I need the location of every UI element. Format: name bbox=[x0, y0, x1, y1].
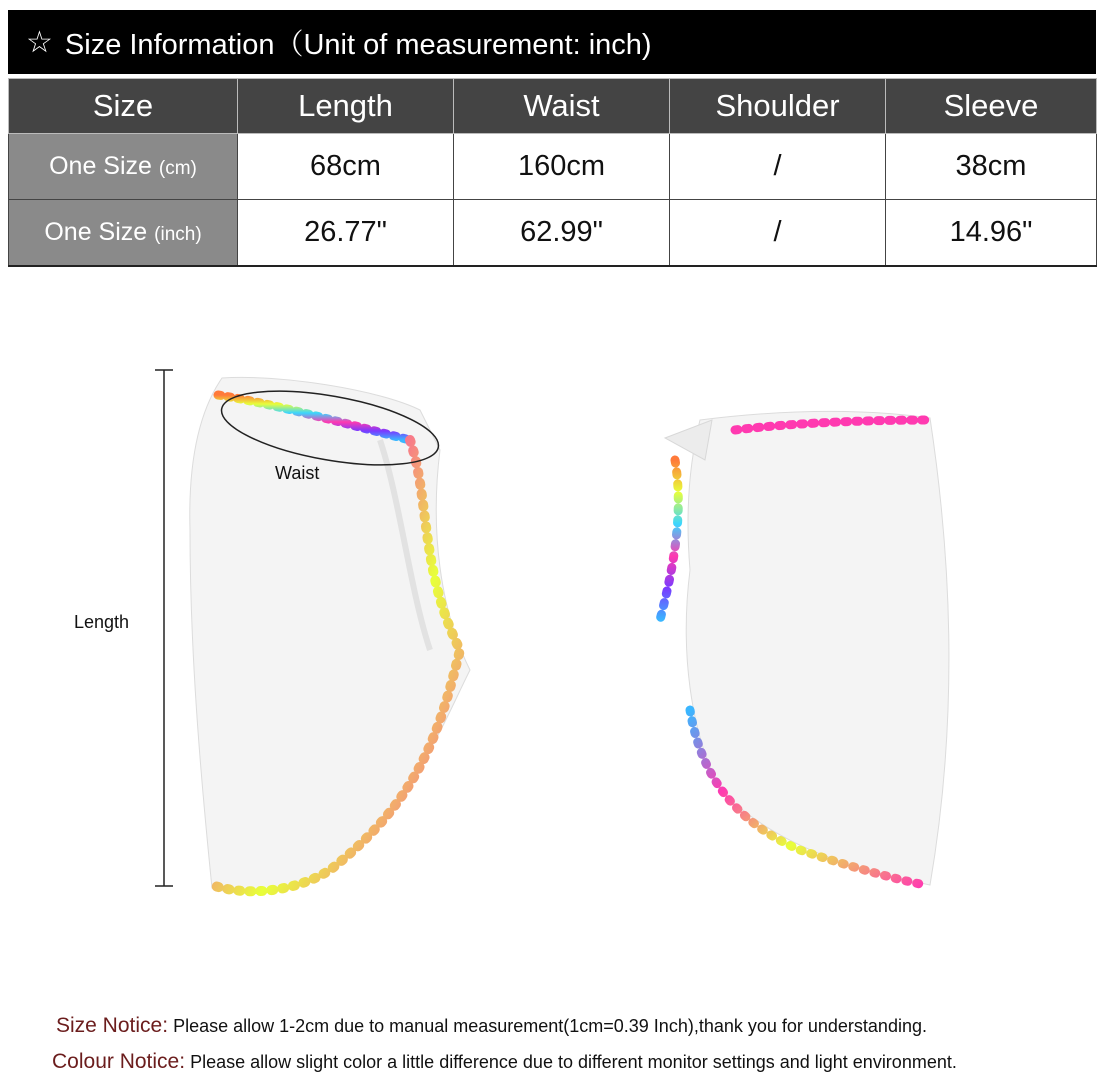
table-header-row bbox=[9, 79, 1097, 134]
row-size-label bbox=[9, 200, 238, 266]
sarong-front bbox=[190, 377, 470, 893]
star-icon: ☆ bbox=[26, 25, 53, 59]
length-measure-line bbox=[155, 370, 173, 886]
size-table bbox=[8, 78, 1097, 267]
cell-sleeve: 14.96" bbox=[886, 200, 1097, 266]
waist-label: Waist bbox=[275, 463, 320, 483]
cell-waist: 160cm bbox=[454, 134, 670, 200]
cell-shoulder: / bbox=[670, 134, 886, 200]
colour-notice bbox=[52, 1050, 957, 1074]
cell-shoulder: / bbox=[670, 200, 886, 266]
row-size-label bbox=[9, 134, 238, 200]
column-header-size: Size bbox=[9, 79, 238, 134]
size-unit: (inch) bbox=[154, 223, 202, 245]
cell-length: 26.77" bbox=[238, 200, 454, 266]
column-header-waist: Waist bbox=[454, 79, 670, 134]
cell-sleeve: 38cm bbox=[886, 134, 1097, 200]
colour-notice-text: Please allow slight color a little difference due to different monitor settings and light environment. bbox=[190, 1052, 957, 1072]
sarong-illustration bbox=[0, 350, 1100, 950]
colour-notice-heading: Colour Notice: bbox=[52, 1050, 186, 1073]
size-unit: (cm) bbox=[158, 158, 197, 179]
sarong-back bbox=[660, 411, 949, 885]
size-notice-heading: Size Notice: bbox=[56, 1014, 169, 1037]
product-figure bbox=[0, 350, 1100, 950]
cell-waist: 62.99" bbox=[454, 200, 670, 266]
page-title: Size Information（Unit of measurement: inch) bbox=[64, 28, 652, 61]
cell-length: 68cm bbox=[238, 134, 454, 200]
length-label: Length bbox=[74, 612, 130, 632]
table-row bbox=[9, 200, 1097, 266]
column-header-sleeve: Sleeve bbox=[886, 79, 1097, 134]
size-name: One Size bbox=[44, 217, 148, 246]
table-row bbox=[9, 134, 1097, 200]
size-notice-text: Please allow 1-2cm due to manual measurement(1cm=0.39 Inch),thank you for understanding. bbox=[173, 1016, 927, 1036]
column-header-shoulder: Shoulder bbox=[670, 79, 886, 134]
size-notice bbox=[56, 1014, 927, 1038]
title-bar bbox=[8, 10, 1096, 74]
size-name: One Size bbox=[49, 152, 152, 180]
column-header-length: Length bbox=[238, 79, 454, 134]
